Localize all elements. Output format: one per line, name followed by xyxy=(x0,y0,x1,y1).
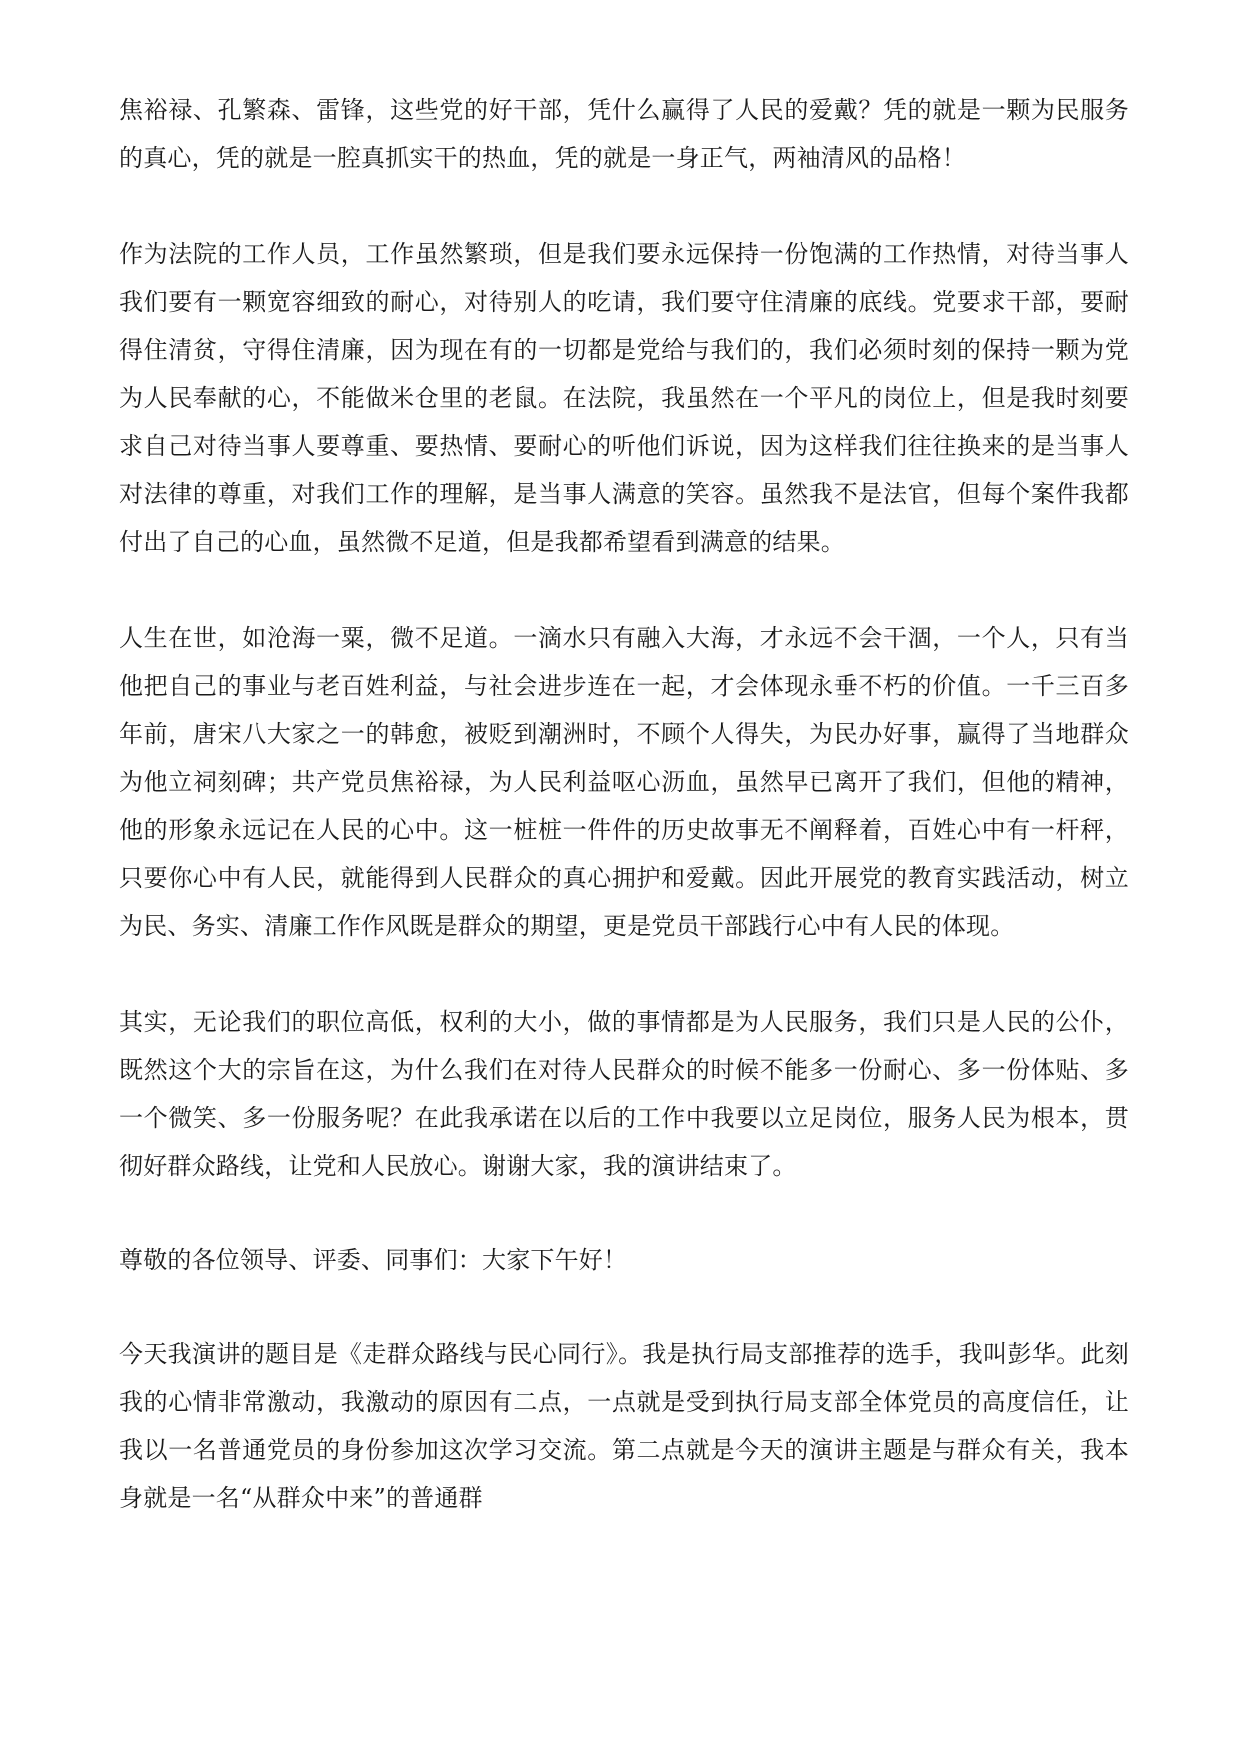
paragraph-1: 焦裕禄、孔繁森、雷锋，这些党的好干部，凭什么赢得了人民的爱戴？凭的就是一颗为民服务的真心，凭的就是一腔真抓实干的热血，凭的就是一身正气，两袖清风的品格！ xyxy=(119,96,1129,172)
paragraph-4: 其实，无论我们的职位高低，权利的大小，做的事情都是为人民服务，我们只是人民的公仆，既然这个大的宗旨在这，为什么我们在对待人民群众的时候不能多一份耐心、多一份体贴、多一个微笑、多一份服务呢？在此我承诺在以后的工作中我要以立足岗位，服务人民为根本，贯彻好群众路线，让党和人民放心。谢谢大家，我的演讲结束了。 xyxy=(119,1008,1129,1180)
paragraph-speech-intro: 今天我演讲的题目是《走群众路线与民心同行》。我是执行局支部推荐的选手，我叫彭华。此刻我的心情非常激动，我激动的原因有二点，一点就是受到执行局支部全体党员的高度信任，让我以一名普通党员的身份参加这次学习交流。第二点就是今天的演讲主题是与群众有关，我本身就是一名“从群众中来”的普通群 xyxy=(119,1340,1129,1512)
document-page xyxy=(119,86,1129,1522)
paragraph-3: 人生在世，如沧海一粟，微不足道。一滴水只有融入大海，才永远不会干涸，一个人，只有当他把自己的事业与老百姓利益，与社会进步连在一起，才会体现永垂不朽的价值。一千三百多年前，唐宋八大家之一的韩愈，被贬到潮洲时，不顾个人得失，为民办好事，赢得了当地群众为他立祠刻碑；共产党员焦裕禄，为人民利益呕心沥血，虽然早已离开了我们，但他的精神，他的形象永远记在人民的心中。这一桩桩一件件的历史故事无不阐释着，百姓心中有一杆秤，只要你心中有人民，就能得到人民群众的真心拥护和爱戴。因此开展党的教育实践活动，树立为民、务实、清廉工作作风既是群众的期望，更是党员干部践行心中有人民的体现。 xyxy=(119,624,1129,940)
paragraph-greeting: 尊敬的各位领导、评委、同事们：大家下午好！ xyxy=(119,1246,628,1274)
paragraph-2: 作为法院的工作人员，工作虽然繁琐，但是我们要永远保持一份饱满的工作热情，对待当事人我们要有一颗宽容细致的耐心，对待别人的吃请，我们要守住清廉的底线。党要求干部，要耐得住清贫，守得住清廉，因为现在有的一切都是党给与我们的，我们必须时刻的保持一颗为党为人民奉献的心，不能做米仓里的老鼠。在法院，我虽然在一个平凡的岗位上，但是我时刻要求自己对待当事人要尊重、要热情、要耐心的听他们诉说，因为这样我们往往换来的是当事人对法律的尊重，对我们工作的理解，是当事人满意的笑容。虽然我不是法官，但每个案件我都付出了自己的心血，虽然微不足道，但是我都希望看到满意的结果。 xyxy=(119,240,1129,556)
